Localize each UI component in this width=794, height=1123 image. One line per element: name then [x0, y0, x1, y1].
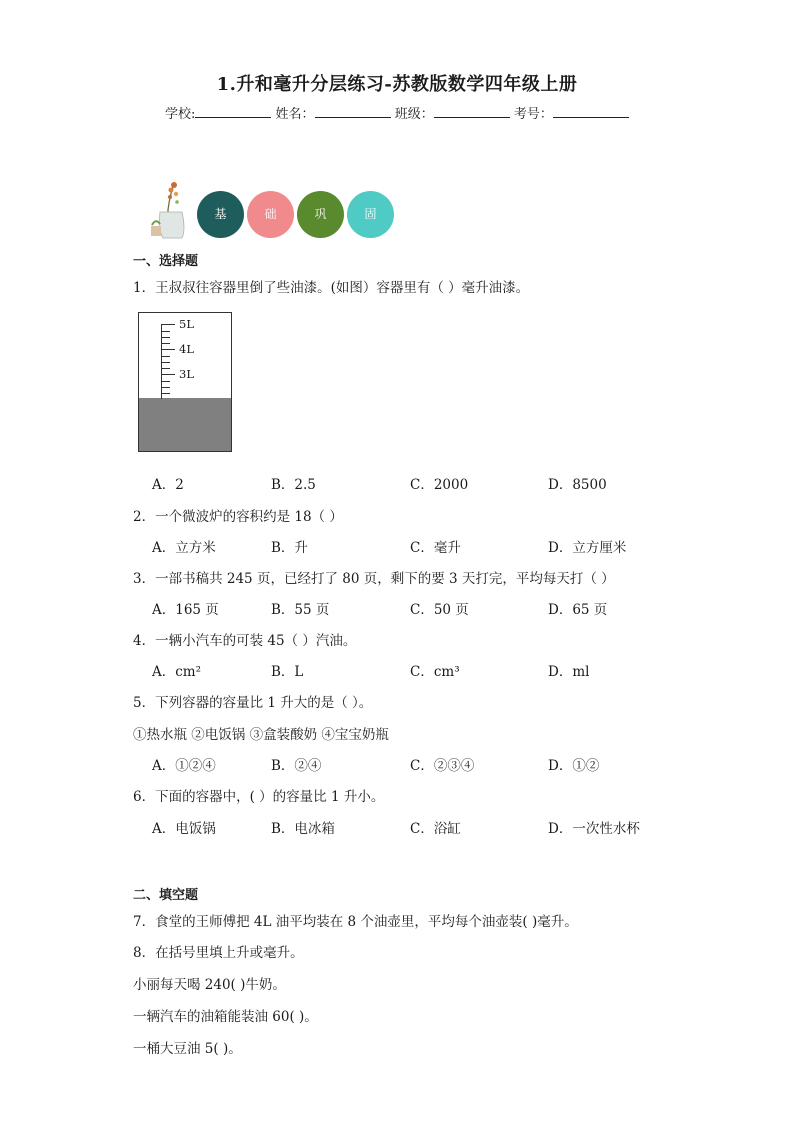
- vase-plant-icon: [148, 180, 190, 240]
- scale-tick: [161, 337, 170, 338]
- scale-label-3l: 3L: [179, 367, 194, 381]
- q1-option-d[interactable]: D．8500: [548, 477, 607, 493]
- badge-gong: [297, 191, 344, 238]
- scale-tick: [161, 374, 175, 375]
- scale-label-4l: 4L: [179, 342, 194, 356]
- question-6-stem: 6．下面的容器中，( ）的容量比 1 升小。: [133, 789, 385, 805]
- question-7: 7．食堂的王师傅把 4L 油平均装在 8 个油壶里，平均每个油壶装( )毫升。: [133, 914, 578, 930]
- scale-tick: [161, 356, 170, 357]
- section-heading-choice: 一、选择题: [133, 254, 199, 269]
- question-8-item-fuel-tank: 一辆汽车的油箱能装油 60( )。: [133, 1009, 318, 1025]
- question-8-item-soybean-oil: 一桶大豆油 5( )。: [133, 1041, 242, 1057]
- scale-tick: [161, 324, 175, 325]
- badge-ji: [197, 191, 244, 238]
- question-3-stem: 3．一部书稿共 245 页，已经打了 80 页，剩下的要 3 天打完，平均每天打（ ）: [133, 571, 615, 587]
- q6-option-d[interactable]: D．一次性水杯: [548, 821, 640, 837]
- q4-option-a[interactable]: A．cm²: [152, 664, 202, 680]
- q1-option-a[interactable]: A．2: [152, 477, 184, 493]
- badge-gong-text: 巩: [314, 207, 327, 221]
- scale-label-5l: 5L: [179, 317, 194, 331]
- class-blank: [434, 105, 510, 118]
- scale-tick: [161, 393, 170, 394]
- exam-number-label: 考号：: [513, 107, 553, 122]
- question-8-stem: 8．在括号里填上升或毫升。: [133, 945, 304, 961]
- q5-option-a[interactable]: A．①②④: [152, 758, 216, 774]
- badge-chu-text: 础: [264, 207, 277, 221]
- q2-option-a[interactable]: A．立方米: [152, 540, 216, 556]
- scale-tick: [161, 362, 170, 363]
- q3-option-b[interactable]: B．55 页: [271, 602, 330, 618]
- q3-option-d[interactable]: D．65 页: [548, 602, 608, 618]
- page-title: 1.升和毫升分层练习-苏教版数学四年级上册: [216, 74, 578, 95]
- section-heading-fill-in: 二、填空题: [133, 888, 199, 903]
- question-4-stem: 4．一辆小汽车的可装 45（ ）汽油。: [133, 633, 357, 649]
- name-label: 姓名：: [275, 107, 315, 122]
- q3-option-a[interactable]: A．165 页: [152, 602, 219, 618]
- q1-option-c[interactable]: C．2000: [410, 477, 469, 493]
- question-8-item-milk: 小丽每天喝 240( )牛奶。: [133, 977, 286, 993]
- q2-option-c[interactable]: C．毫升: [410, 540, 461, 556]
- q6-option-b[interactable]: B．电冰箱: [271, 821, 335, 837]
- scale-tick: [161, 349, 175, 350]
- class-label: 班级：: [394, 107, 434, 122]
- q4-option-d[interactable]: D．ml: [548, 664, 590, 680]
- name-blank: [315, 105, 391, 118]
- q1-option-b[interactable]: B．2.5: [271, 477, 316, 493]
- q5-option-d[interactable]: D．①②: [548, 758, 600, 774]
- q4-option-c[interactable]: C．cm³: [410, 664, 460, 680]
- badge-gu-text: 固: [364, 207, 377, 221]
- scale-tick: [161, 381, 170, 382]
- scale-tick: [161, 331, 170, 332]
- q2-option-d[interactable]: D．立方厘米: [548, 540, 627, 556]
- scale-tick: [161, 387, 170, 388]
- badge-ji-text: 基: [214, 207, 227, 221]
- q5-option-c[interactable]: C．②③④: [410, 758, 475, 774]
- question-5-stem: 5．下列容器的容量比 1 升大的是（ ）。: [133, 695, 373, 711]
- exam-number-blank: [553, 105, 629, 118]
- question-5-container-list: ①热水瓶 ②电饭锅 ③盒装酸奶 ④宝宝奶瓶: [133, 727, 389, 743]
- student-info-row: [165, 103, 629, 122]
- container-figure: [138, 312, 232, 452]
- badge-gu: [347, 191, 394, 238]
- q3-option-c[interactable]: C．50 页: [410, 602, 469, 618]
- q6-option-c[interactable]: C．浴缸: [410, 821, 461, 837]
- scale-tick: [161, 343, 170, 344]
- scale-tick: [161, 368, 170, 369]
- badge-chu: [247, 191, 294, 238]
- school-label: 学校:: [165, 107, 196, 122]
- q5-option-b[interactable]: B．②④: [271, 758, 322, 774]
- paint-fill: [139, 398, 231, 451]
- question-1-stem: 1．王叔叔往容器里倒了些油漆。(如图）容器里有（ ）毫升油漆。: [133, 280, 530, 296]
- q6-option-a[interactable]: A．电饭锅: [152, 821, 216, 837]
- school-blank: [195, 105, 271, 118]
- q2-option-b[interactable]: B．升: [271, 540, 308, 556]
- question-2-stem: 2．一个微波炉的容积约是 18（ ）: [133, 509, 343, 525]
- q4-option-b[interactable]: B．L: [271, 664, 304, 680]
